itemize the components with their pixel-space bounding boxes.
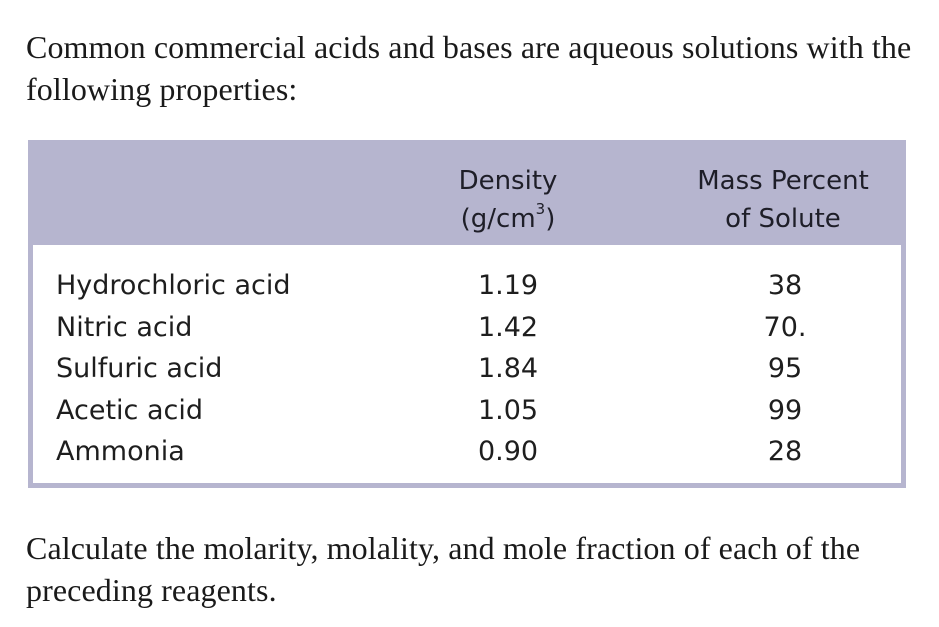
header-density-label: Density bbox=[458, 166, 558, 196]
cell-mass-percent: 99 bbox=[767, 394, 803, 426]
header-mass-sublabel: of Solute bbox=[725, 204, 841, 234]
cell-mass-percent: 28 bbox=[767, 436, 803, 467]
header-density-unit bbox=[408, 200, 608, 238]
properties-table bbox=[28, 140, 906, 488]
table-row bbox=[33, 265, 901, 307]
cell-density: 1.19 bbox=[477, 270, 539, 301]
cell-density: 0.90 bbox=[477, 436, 539, 467]
cell-density: 1.84 bbox=[477, 353, 539, 384]
cell-reagent-name: Ammonia bbox=[56, 436, 185, 467]
cell-mass-percent: 95 bbox=[767, 353, 803, 384]
table-header-row bbox=[28, 140, 906, 245]
cell-reagent-name: Nitric acid bbox=[56, 311, 193, 343]
cell-reagent-name: Sulfuric acid bbox=[56, 353, 223, 384]
density-unit-suffix: ) bbox=[545, 204, 556, 234]
density-unit-exponent: 3 bbox=[535, 200, 546, 219]
table-body bbox=[33, 245, 901, 483]
density-unit-prefix: (g/cm bbox=[460, 204, 536, 234]
header-mass-percent bbox=[673, 162, 893, 238]
table-row bbox=[33, 390, 901, 432]
table-row bbox=[33, 307, 901, 349]
header-mass-label: Mass Percent bbox=[697, 166, 869, 196]
problem-question-text: Calculate the molarity, molality, and mole fraction of each of the preceding reagents. bbox=[26, 530, 861, 608]
cell-density: 1.05 bbox=[477, 394, 539, 426]
cell-mass-percent: 38 bbox=[767, 270, 803, 301]
header-density bbox=[408, 162, 608, 238]
cell-reagent-name: Hydrochloric acid bbox=[56, 270, 291, 301]
table-row bbox=[33, 348, 901, 390]
table-row bbox=[33, 431, 901, 473]
cell-mass-percent: 70. bbox=[763, 311, 807, 343]
cell-density: 1.42 bbox=[477, 311, 539, 343]
problem-intro-text: Common commercial acids and bases are aqueous solutions with the following properties: bbox=[26, 29, 912, 107]
table-rows bbox=[33, 265, 901, 473]
cell-reagent-name: Acetic acid bbox=[56, 394, 203, 426]
